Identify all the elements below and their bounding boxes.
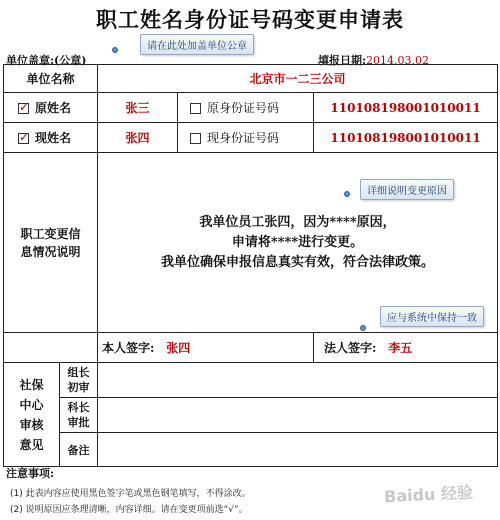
application-form <box>3 64 498 467</box>
old-id-label: 原身份证号码 <box>207 101 280 115</box>
reason-callout-dot <box>344 191 350 197</box>
unit-value[interactable]: 北京市一二三公司 <box>98 65 498 93</box>
reason-callout: 详细说明变更原因 <box>360 179 454 200</box>
date-value: 2014.03.02 <box>366 54 430 67</box>
new-id-checkbox[interactable] <box>190 133 201 144</box>
watermark: Baidu 经验 <box>383 482 474 507</box>
info-line-1: 我单位员工张四，因为****原因， <box>199 215 396 230</box>
info-line-3: 我单位确保申报信息真实有效，符合法律政策。 <box>161 255 435 270</box>
signature-spacer <box>4 333 98 363</box>
new-id-cell <box>178 123 314 153</box>
review-row-3 <box>4 433 498 467</box>
unit-label: 单位名称 <box>4 65 98 93</box>
old-name-label: 原姓名 <box>35 101 72 115</box>
self-signature-cell <box>98 333 314 363</box>
legal-signature-label: 法人签字: <box>324 341 377 355</box>
info-line-2: 申请将****进行变更。 <box>231 235 364 250</box>
old-row <box>4 93 498 123</box>
new-name-checkbox[interactable] <box>18 133 29 144</box>
review-item-1: 组长初审 <box>60 363 98 398</box>
new-name-cell <box>4 123 98 153</box>
new-id-value[interactable]: 110108198001010011 <box>314 123 498 153</box>
self-signature-label: 本人签字: <box>102 341 155 355</box>
review-item-1-field[interactable] <box>98 363 498 398</box>
note-2: (2) 说明原因应条理清晰，内容详细。请在变更项前选“√”。 <box>10 505 248 515</box>
self-signature-value[interactable]: 张四 <box>166 341 191 355</box>
date-label: 填报日期: <box>318 54 367 67</box>
old-name-checkbox[interactable] <box>18 103 29 114</box>
old-id-cell <box>178 93 314 123</box>
consistency-callout-dot <box>360 325 366 331</box>
notes-title: 注意事项: <box>6 467 55 480</box>
consistency-callout: 应与系统中保持一致 <box>380 306 484 327</box>
old-id-value[interactable]: 110108198001010011 <box>314 93 498 123</box>
review-row-1 <box>4 363 498 398</box>
old-name-value[interactable]: 张三 <box>98 93 178 123</box>
form-title: 职工姓名身份证号码变更申请表 <box>96 7 404 32</box>
info-label: 职工变更信息情况说明 <box>4 153 98 333</box>
legal-signature-cell <box>314 333 498 363</box>
seal-label: 单位盖章:(公章) <box>6 54 87 67</box>
review-item-2: 科长审批 <box>60 398 98 433</box>
old-id-checkbox[interactable] <box>190 103 201 114</box>
review-row-2 <box>4 398 498 433</box>
signature-row <box>4 333 498 363</box>
note-1: (1) 此表内容应使用黑色签字笔或黑色钢笔填写，不得涂改。 <box>10 489 251 499</box>
old-name-cell <box>4 93 98 123</box>
review-item-3-field[interactable] <box>98 433 498 467</box>
seal-callout: 请在此处加盖单位公章 <box>140 34 254 55</box>
new-name-label: 现姓名 <box>35 131 72 145</box>
review-item-3: 备注 <box>60 433 98 467</box>
unit-row <box>4 65 498 93</box>
review-center-label: 社保中心审核意见 <box>4 363 60 467</box>
seal-callout-dot <box>112 47 118 53</box>
review-item-2-field[interactable] <box>98 398 498 433</box>
new-name-value[interactable]: 张四 <box>98 123 178 153</box>
new-id-label: 现身份证号码 <box>207 131 280 145</box>
legal-signature-value[interactable]: 李五 <box>388 341 413 355</box>
new-row <box>4 123 498 153</box>
